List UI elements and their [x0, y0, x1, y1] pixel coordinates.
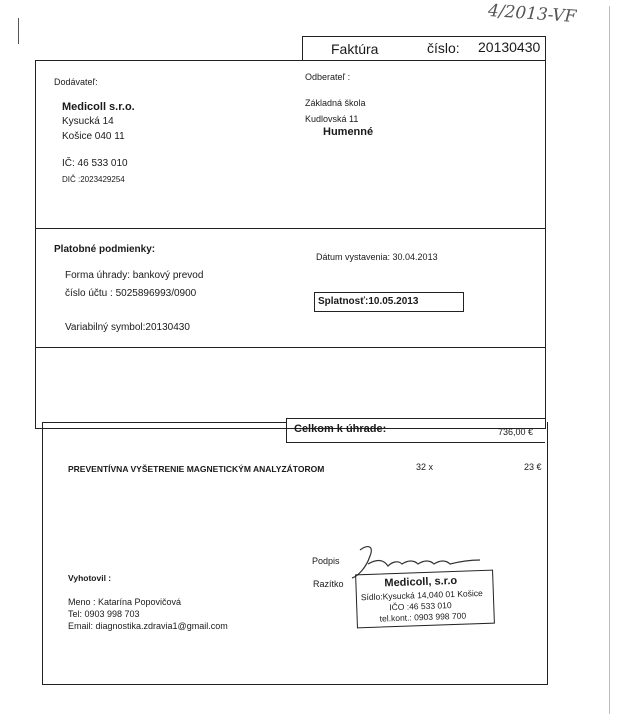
supplier-dic: DIČ :2023429254 — [62, 175, 125, 184]
stamp-contact: tel.kont.: 0903 998 700 — [379, 610, 467, 624]
invoice-number-label: číslo: — [427, 40, 460, 56]
scan-mark-left — [18, 18, 19, 44]
customer-name: Základná škola — [305, 98, 366, 108]
total-row-top — [286, 418, 545, 419]
handwritten-note: 4/2013-VF — [487, 0, 577, 28]
total-value: 736,00 € — [498, 427, 534, 437]
payment-heading: Platobné podmienky: — [54, 244, 156, 255]
issued-by-email: Email: diagnostika.zdravia1@gmail.com — [68, 621, 228, 631]
customer-label: Odberateľ : — [305, 72, 351, 82]
lower-frame-top-left — [42, 422, 286, 423]
issued-by-name: Meno : Katarína Popovičová — [68, 597, 182, 607]
issued-by-phone: Tel: 0903 998 703 — [68, 609, 140, 619]
supplier-label: Dodávateľ: — [54, 77, 98, 87]
total-label: Celkom k úhrade: — [294, 423, 387, 435]
stamp-ico: IČO :46 533 010 — [389, 600, 452, 613]
item-quantity: 32 x — [416, 462, 434, 472]
scan-edge-right — [609, 6, 610, 714]
divider-2 — [35, 347, 545, 348]
divider-1 — [35, 228, 545, 229]
due-date: Splatnosť:10.05.2013 — [318, 296, 419, 307]
invoice-title: Faktúra — [331, 41, 379, 57]
stamp-address: Sídlo:Kysucká 14,040 01 Košice — [360, 587, 483, 603]
stamp-label: Razítko — [313, 579, 344, 589]
payment-method: Forma úhrady: bankový prevod — [65, 270, 204, 281]
supplier-city: Košice 040 11 — [62, 131, 125, 142]
item-price: 23 € — [524, 462, 542, 472]
frame-top — [35, 60, 545, 61]
supplier-street: Kysucká 14 — [62, 116, 114, 127]
stamp-name: Medicoll, s.r.o — [384, 574, 458, 590]
sign-label: Podpis — [312, 556, 340, 566]
customer-street: Kudlovská 11 — [305, 114, 359, 124]
customer-city: Humenné — [323, 126, 374, 138]
company-stamp — [355, 570, 495, 629]
payment-account: číslo účtu : 5025896993/0900 — [65, 288, 197, 299]
variable-symbol: Variabilný symbol:20130430 — [65, 322, 190, 333]
issued-by-label: Vyhotovil : — [68, 573, 112, 583]
item-description: PREVENTÍVNA VYŠETRENIE MAGNETICKÝM ANALYZÁTOROM — [68, 464, 325, 474]
invoice-number: 20130430 — [478, 39, 541, 55]
supplier-name: Medicoll s.r.o. — [62, 101, 135, 113]
supplier-ico: IČ: 46 533 010 — [62, 158, 128, 169]
issue-date: Dátum vystavenia: 30.04.2013 — [316, 252, 438, 262]
